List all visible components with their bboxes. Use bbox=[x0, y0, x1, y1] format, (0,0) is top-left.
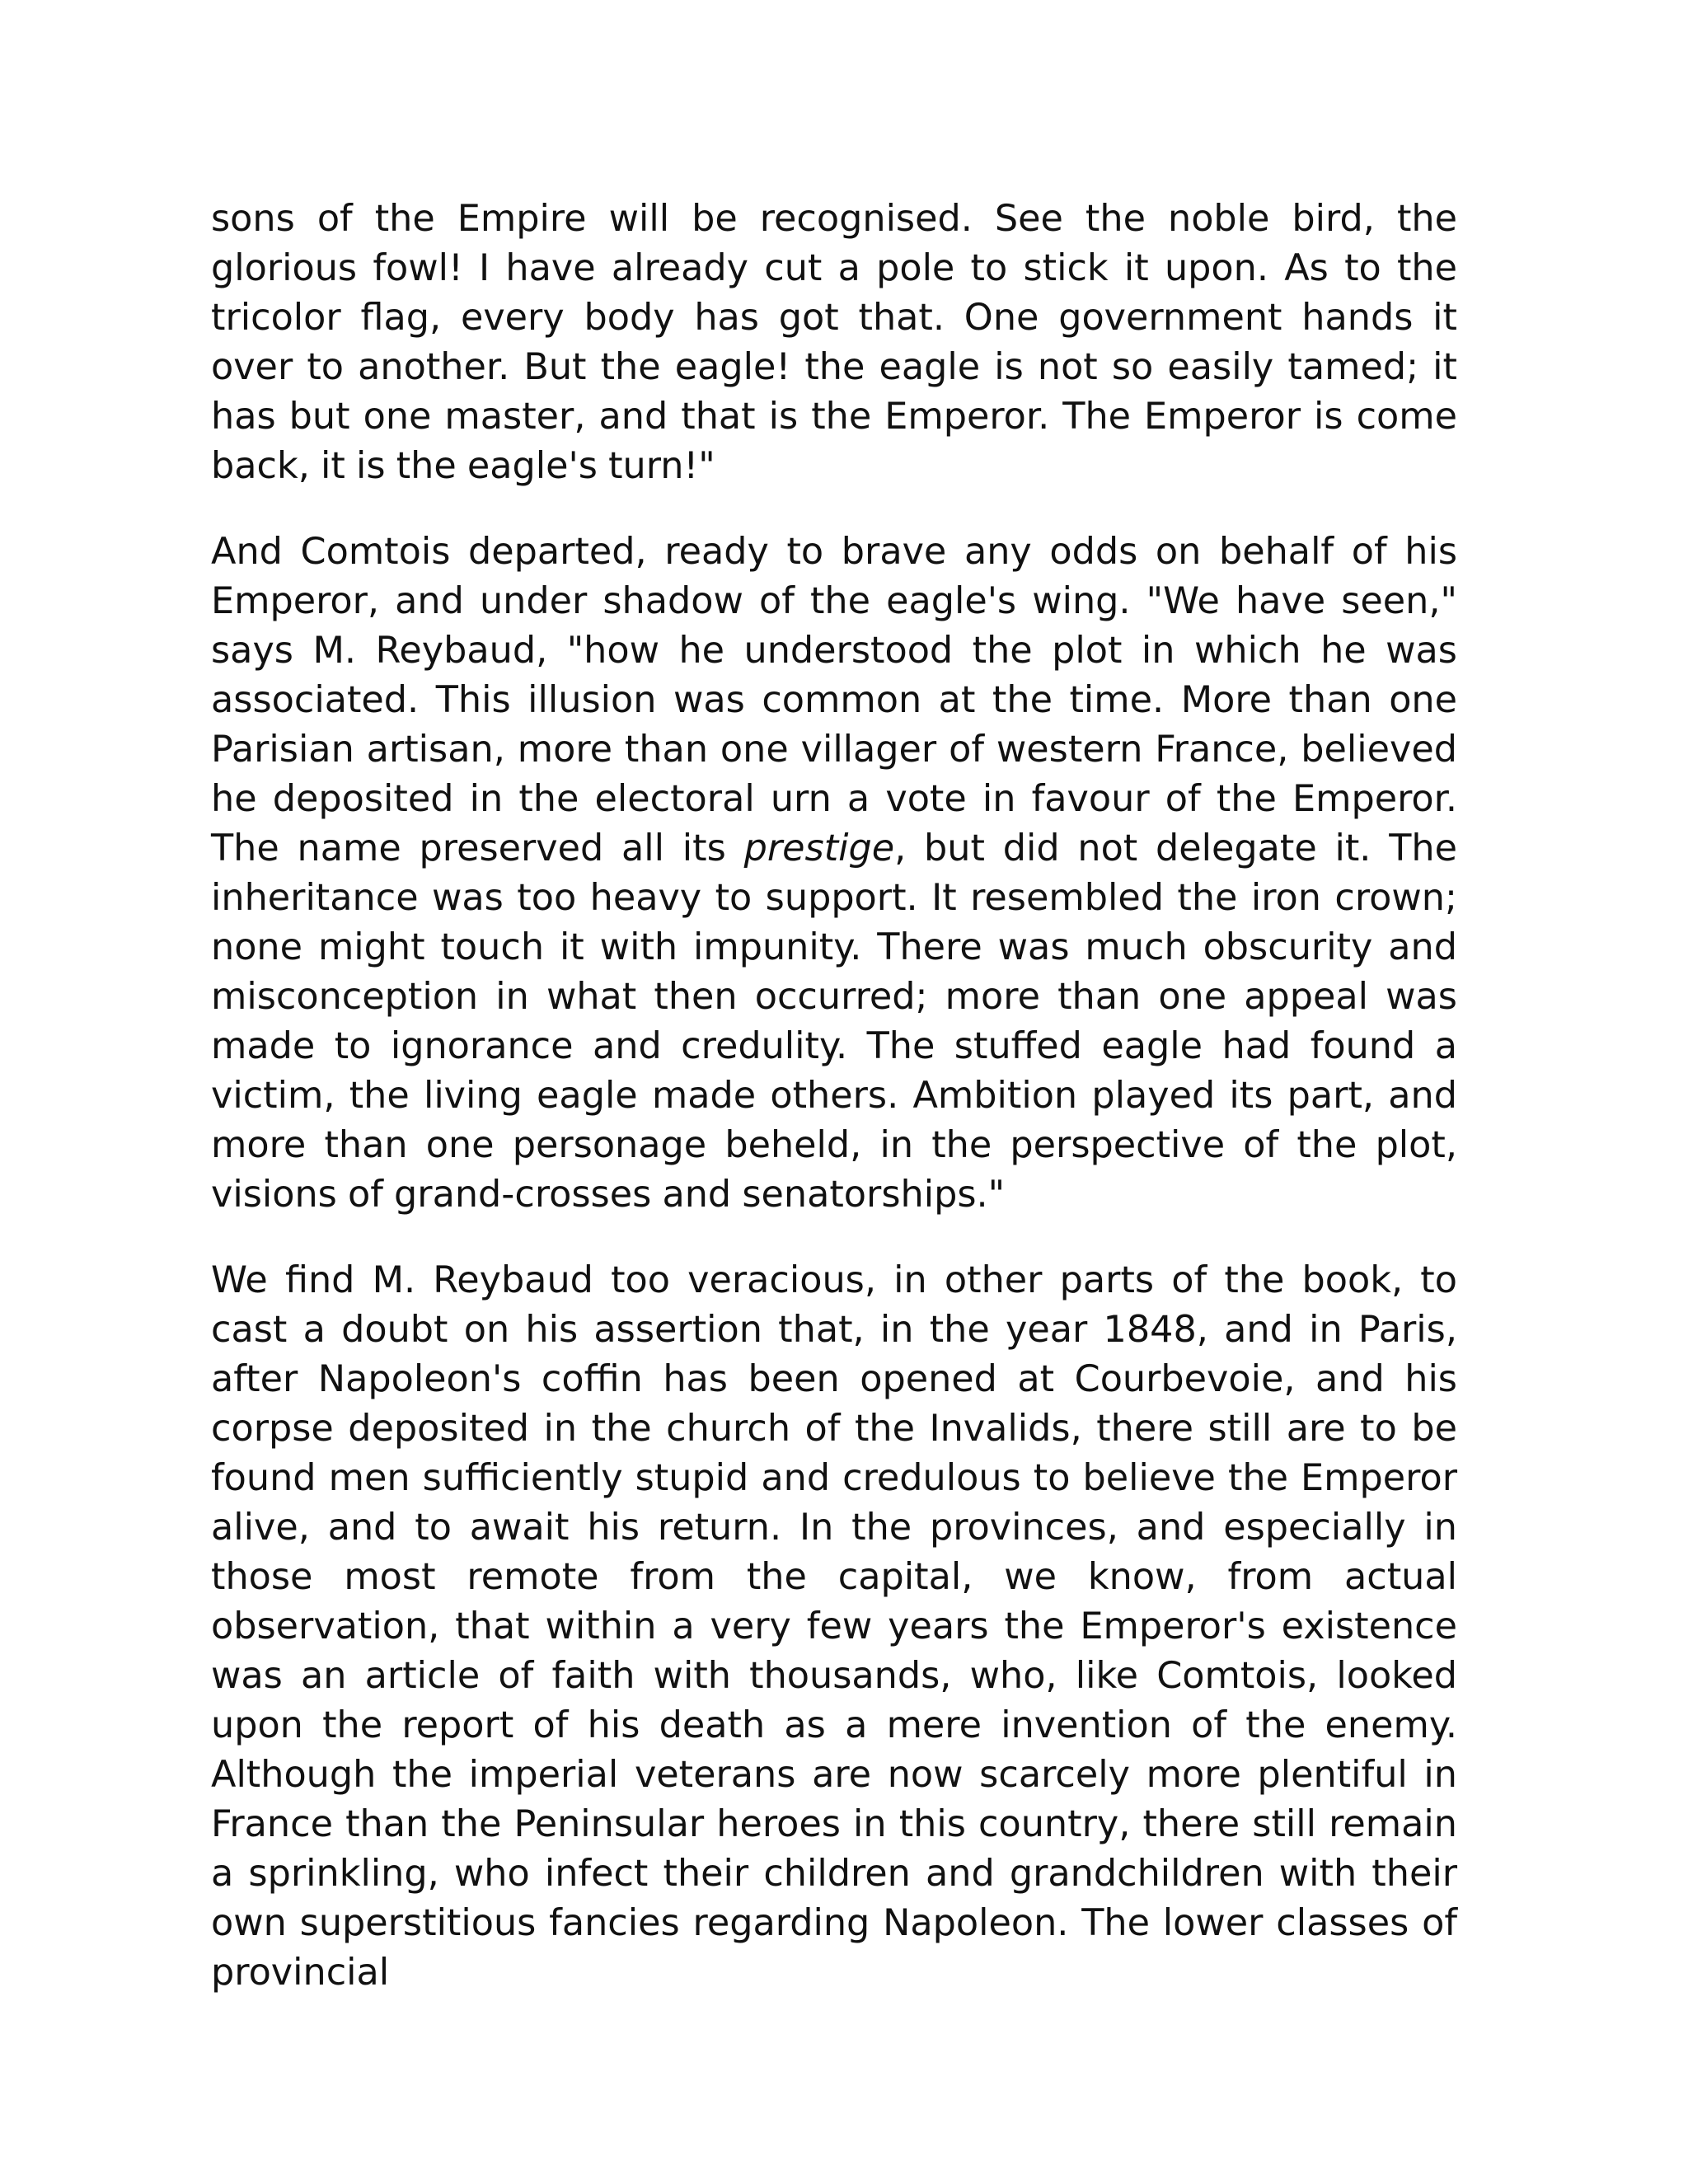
paragraph-1 bbox=[211, 194, 1457, 491]
paragraph-text: And Comtois departed, ready to brave any odds on behalf of his Emperor, and under shadow of the eagle's wing. "We have seen," says M. Reybaud, "how he understood the plot in which he was associated. This illusion was common at the time. More than one Parisian artisan, more than one villager of western France, believed he deposited in the electoral urn a vote in favour of the Emperor. The name preserved all its bbox=[211, 531, 1457, 869]
paragraph-2 bbox=[211, 527, 1457, 1220]
italic-word: prestige bbox=[743, 827, 895, 869]
paragraph-text: , but did not delegate it. The inheritance was too heavy to support. It resembled the iron crown; none might touch it with impunity. There was much obscurity and misconception in what then occurred; more than one appeal was made to ignorance and credulity. The stuffed eagle had found a victim, the living eagle made others. Ambition played its part, and more than one personage beheld, in the perspective of the plot, visions of grand-crosses and senatorships." bbox=[211, 827, 1457, 1216]
paragraph-text: We find M. Reybaud too veracious, in other parts of the book, to cast a doubt on his assertion that, in the year 1848, and in Paris, after Napoleon's coffin has been opened at Courbevoie, and his corpse deposited in the church of the Invalids, there still are to be found men sufficiently stupid and credulous to believe the Emperor alive, and to await his return. In the provinces, and especially in those most remote from the capital, we know, from actual observation, that within a very few years the Emperor's existence was an article of faith with thousands, who, like Comtois, looked upon the report of his death as a mere invention of the enemy. Although the imperial veterans are now scarcely more plentiful in France than the Peninsular heroes in this country, there still remain a sprinkling, who infect their children and grandchildren with their own superstitious fancies regarding Napoleon. The lower classes of provincial bbox=[211, 1259, 1457, 1994]
page-body bbox=[211, 194, 1457, 2034]
paragraph-3 bbox=[211, 1256, 1457, 1998]
paragraph-text: sons of the Empire will be recognised. See the noble bird, the glorious fowl! I have already cut a pole to stick it upon. As to the tricolor flag, every body has got that. One government hands it over to another. But the eagle! the eagle is not so easily tamed; it has but one master, and that is the Emperor. The Emperor is come back, it is the eagle's turn!" bbox=[211, 198, 1457, 487]
